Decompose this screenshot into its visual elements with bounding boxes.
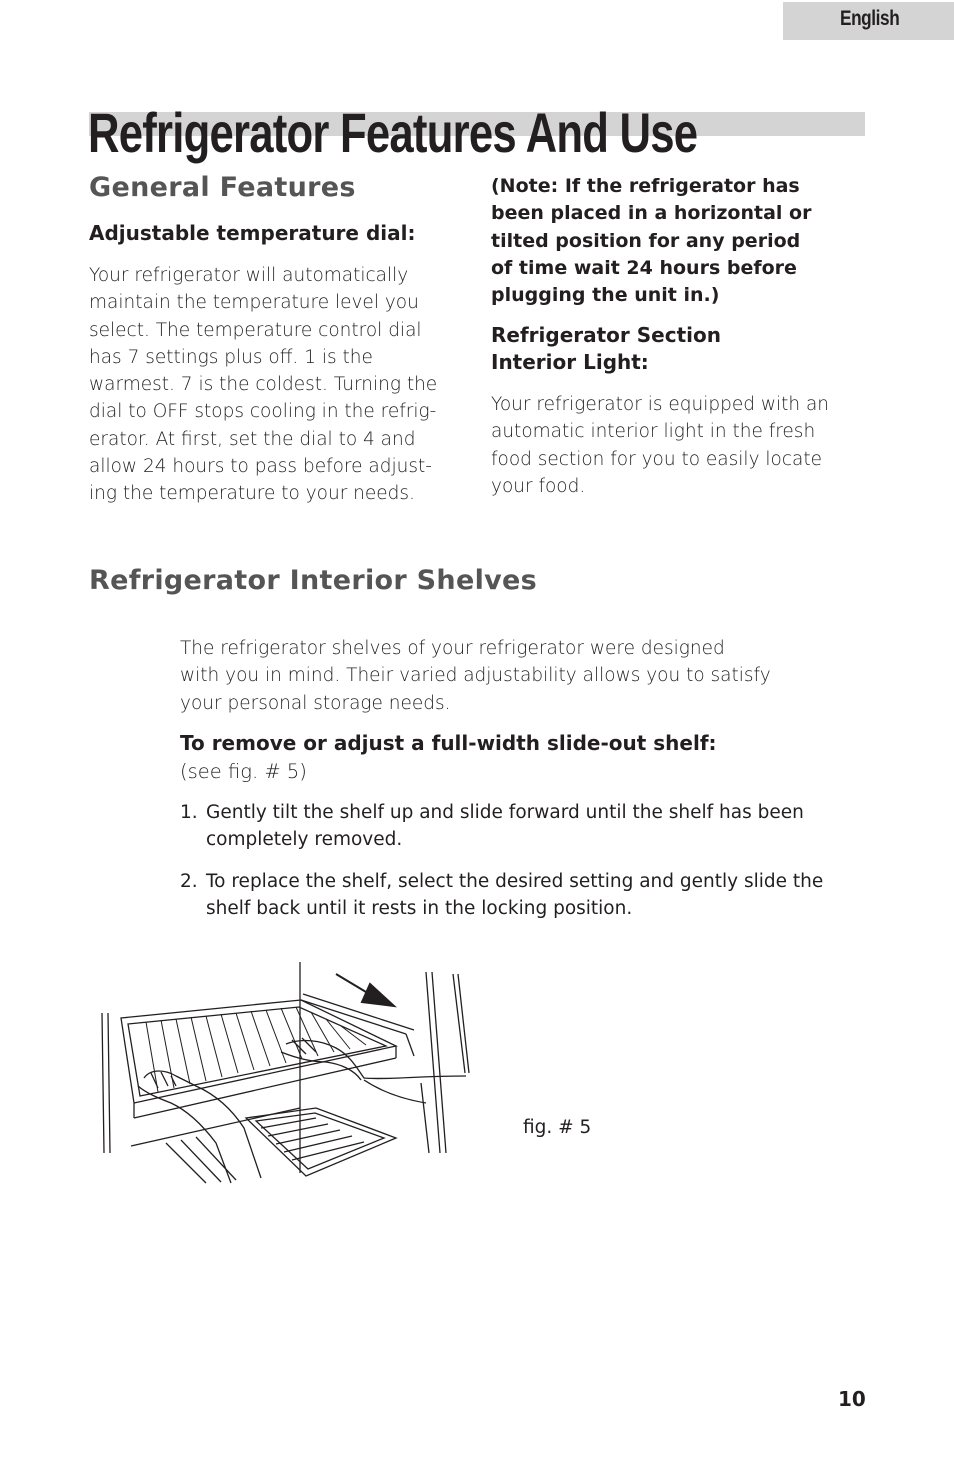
interior-light-paragraph: Your refrigerator is equipped with an automatic interior light in the fresh food section for you to easily locate your food. [491, 394, 830, 497]
shelf-removal-illustration [96, 958, 476, 1188]
list-item: 1. Gently tilt the shelf up and slide forward until the shelf has been completely removed. [180, 802, 804, 851]
list-item: 2. To replace the shelf, select the desired setting and gently slide the shelf back until it rests in the locking position. [180, 870, 824, 919]
shelves-intro: The refrigerator shelves of your refrigerator were designed with you in mind. Their varied adjustability allows you to satisfy your personal storage needs. [180, 638, 771, 714]
figure-caption: fig. # 5 [523, 1117, 592, 1138]
page-title: Refrigerator Features And Use [88, 101, 698, 164]
left-hand [138, 1071, 261, 1183]
lower-shelf [131, 1108, 396, 1183]
remove-shelf-heading: To remove or adjust a full-width slide-out shelf: [180, 731, 717, 755]
steps-list [180, 799, 860, 936]
language-tab [783, 2, 954, 40]
upper-shelf-wires [146, 1007, 366, 1092]
general-features-heading: General Features [89, 172, 356, 203]
interior-light-heading: Refrigerator Section Interior Light: [491, 323, 721, 374]
interior-shelves-heading: Refrigerator Interior Shelves [89, 565, 538, 596]
remove-shelf-subheading: (see fig. # 5) [180, 760, 307, 783]
direction-arrow-icon [336, 974, 394, 1006]
note-paragraph: (Note: If the refrigerator has been placed in a horizontal or tilted position for any period of time wait 24 hours before plugging the unit in.) [491, 175, 812, 307]
dial-paragraph: Your refrigerator will automatically maintain the temperature level you select. The temperature control dial has 7 settings plus off. 1 is the warmest. 7 is the coldest. Turning the dial to OFF stops cooling in the refrig- erator. At first, set the dial to 4 and allow 24 hours to pass before adjust- ing the temperature to your needs. [89, 265, 438, 505]
dial-heading: Adjustable temperature dial: [89, 221, 416, 245]
language-label: English [840, 7, 900, 30]
page-number: 10 [838, 1387, 866, 1411]
